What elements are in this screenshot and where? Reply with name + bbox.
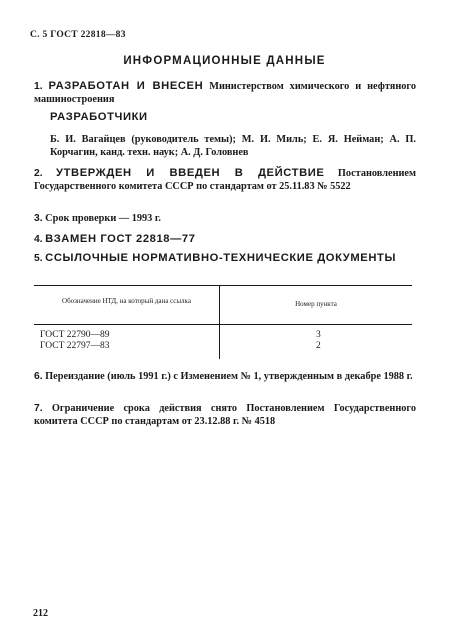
item-1 [34, 80, 416, 106]
item-7-text: Ограничение срока действия снято Постановлением Государственного комитета СССР по стандартам от 23.12.88 г. № 4518 [34, 403, 416, 427]
item-3-number: 3. [34, 213, 43, 224]
item-4-number: 4. [34, 234, 43, 245]
table-row-2-clause: 2 [316, 341, 321, 351]
item-4 [34, 233, 416, 246]
item-5-caps: ССЫЛОЧНЫЕ НОРМАТИВНО-ТЕХНИЧЕСКИЕ ДОКУМЕНТЫ [45, 252, 396, 264]
table-row-2-document: ГОСТ 22797—83 [40, 341, 110, 351]
item-3 [34, 212, 416, 225]
table-row-1-clause: 3 [316, 330, 321, 340]
item-6-number: 6. [34, 371, 43, 382]
page-title: ИНФОРМАЦИОННЫЕ ДАННЫЕ [123, 55, 326, 67]
item-6 [34, 370, 416, 383]
item-2-caps: УТВЕРЖДЕН И ВВЕДЕН В ДЕЙСТВИЕ [56, 167, 325, 179]
item-6-text: Переиздание (июль 1991 г.) с Изменением № 1, утвержденным в декабре 1988 г. [42, 371, 413, 382]
item-1-text: Министерством химического и нефтяного машиностроения [34, 81, 416, 105]
developers-text: Б. И. Вагайцев (руководитель темы); М. И. Миль; Е. Я. Нейман; А. П. Корчагин, канд. техн. наук; А. Д. Головнев [50, 134, 416, 158]
developers-heading: РАЗРАБОТЧИКИ [50, 111, 148, 123]
item-3-text: Срок проверки — 1993 г. [42, 213, 161, 224]
table-header-document: Обозначение НТД, на который дана ссылка [62, 297, 191, 305]
page-number: 212 [33, 608, 48, 619]
item-5 [34, 252, 416, 265]
item-7-number: 7. [34, 403, 43, 414]
item-4-caps: ВЗАМЕН ГОСТ 22818—77 [45, 233, 196, 245]
item-2-number: 2. [34, 168, 43, 179]
item-2-text: Постановлением Государственного комитета СССР по стандартам от 25.11.83 № 5522 [34, 168, 417, 192]
item-7 [34, 402, 416, 428]
item-1-caps: РАЗРАБОТАН И ВНЕСЕН [48, 80, 204, 92]
table-row-1-document: ГОСТ 22790—89 [40, 330, 110, 340]
developers-list [50, 133, 416, 159]
developers-heading-row [50, 111, 416, 124]
table-top-rule [34, 285, 412, 286]
item-2 [34, 167, 416, 193]
table-header-clause: Номер пункта [295, 300, 337, 308]
running-head: С. 5 ГОСТ 22818—83 [30, 30, 126, 40]
table-column-divider [219, 285, 220, 359]
table-header-rule [34, 324, 412, 325]
item-1-number: 1. [34, 81, 43, 92]
item-5-number: 5. [34, 253, 43, 264]
